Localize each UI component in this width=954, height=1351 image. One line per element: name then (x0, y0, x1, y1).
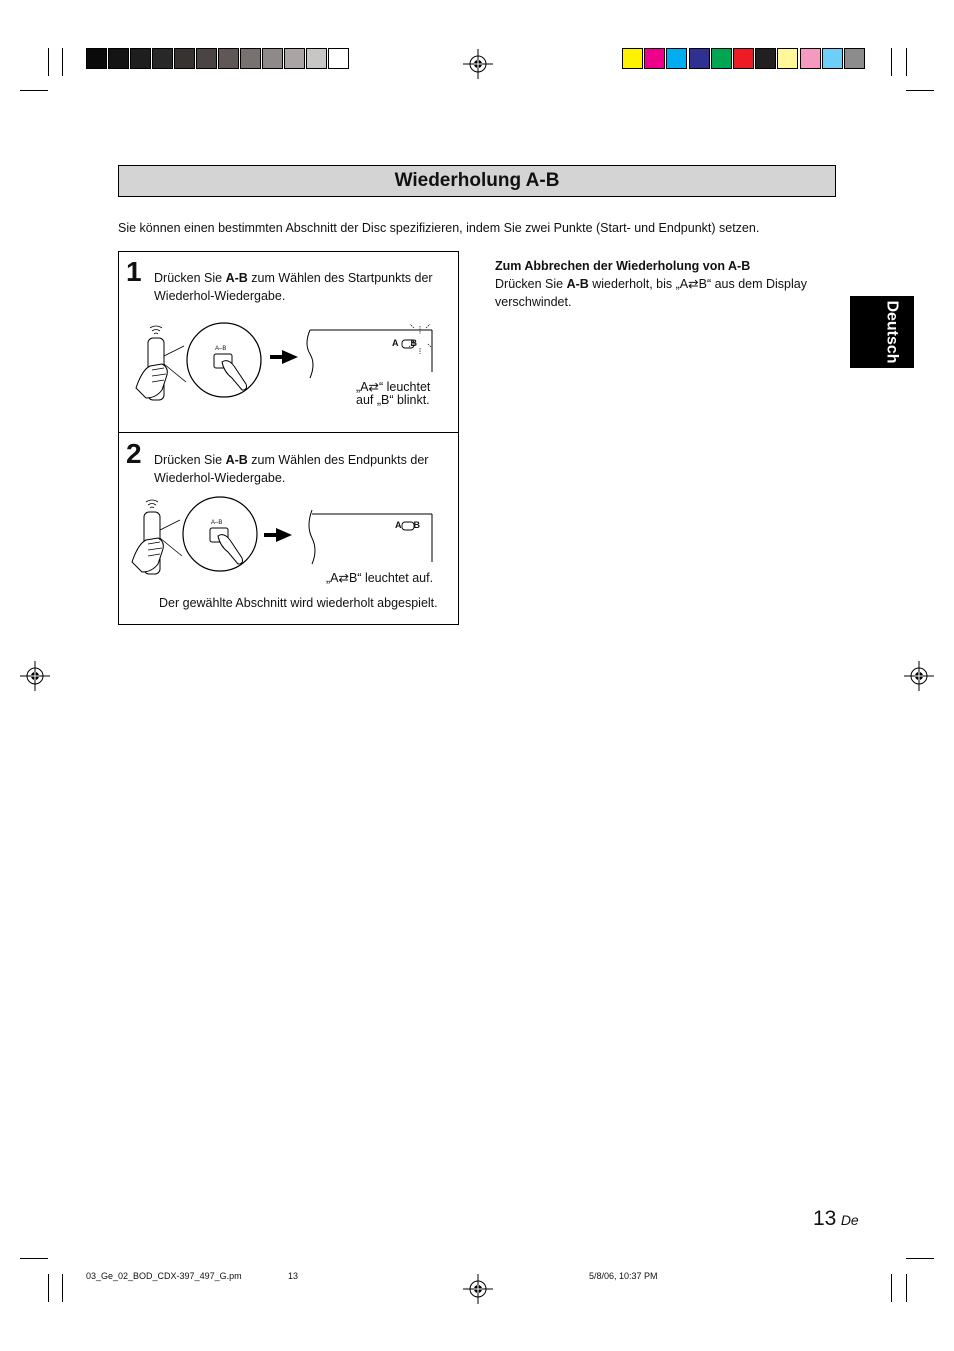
key-name: A-B (225, 271, 248, 285)
cancel-section (495, 257, 835, 311)
step-instruction: Drücken Sie A-B zum Wählen des Endpunkts der Wiederhol-Wiedergabe. (154, 453, 429, 485)
step-number: 1 (126, 256, 142, 287)
color-swatch (196, 48, 217, 69)
footer-page: 13 (288, 1271, 299, 1281)
key-name: A-B (566, 277, 589, 291)
step-number: 2 (126, 438, 142, 469)
arrow-right-icon (270, 350, 298, 364)
arrow-right-icon (264, 528, 292, 542)
registration-mark-bottom (463, 1274, 493, 1304)
color-swatch (689, 48, 710, 69)
footer-file: 03_Ge_02_BOD_CDX-397_497_G.pm (86, 1271, 242, 1281)
color-swatch (328, 48, 349, 69)
display-indicator: A B (395, 520, 420, 530)
signal-icon (150, 326, 162, 334)
key-name: A-B (225, 453, 248, 467)
color-swatch (800, 48, 821, 69)
color-swatch (108, 48, 129, 69)
color-swatch (86, 48, 107, 69)
registration-mark-right (904, 661, 934, 691)
color-swatch (822, 48, 843, 69)
footer-date: 5/8/06, 10:37 PM (589, 1271, 658, 1281)
section-title: Wiederholung A-B (394, 170, 560, 191)
registration-mark-top (463, 49, 493, 79)
color-swatch (733, 48, 754, 69)
display-panel (304, 506, 436, 566)
language-tab-label: Deutsch (883, 300, 901, 364)
color-swatch (777, 48, 798, 69)
language-tab (850, 296, 914, 368)
intro-text: Sie können einen bestimmten Abschnitt der Disc spezifizieren, indem Sie zwei Punkte (Start- und Endpunkt) setzen. (118, 221, 760, 235)
cancel-heading: Zum Abbrechen der Wiederholung von A-B (495, 259, 751, 273)
button-label: A–B (215, 346, 227, 352)
page-number: 13 De (813, 1207, 859, 1230)
step-note: Der gewählte Abschnitt wird wiederholt abgespielt. (159, 596, 438, 610)
step-divider (118, 432, 459, 433)
signal-icon (146, 500, 158, 508)
color-swatch (644, 48, 665, 69)
section-title-bar (118, 165, 836, 197)
display-caption: „A⇄B“ leuchtet auf. (326, 571, 434, 585)
step-instruction: Drücken Sie A-B zum Wählen des Startpunkts der Wiederhol-Wiedergabe. (154, 271, 433, 303)
color-swatch (306, 48, 327, 69)
color-swatch (622, 48, 643, 69)
cancel-text: Drücken Sie A-B wiederholt, bis „A⇄B“ aus dem Display verschwindet. (495, 277, 807, 309)
color-swatch (666, 48, 687, 69)
display-panel (300, 324, 436, 380)
color-swatch (152, 48, 173, 69)
color-swatch (240, 48, 261, 69)
color-swatch (711, 48, 732, 69)
color-swatch (755, 48, 776, 69)
color-swatch (844, 48, 865, 69)
color-swatch (218, 48, 239, 69)
button-label: A–B (211, 520, 223, 526)
remote-press-illustration (128, 318, 268, 406)
display-caption: „A⇄“ leuchtet auf „B“ blinkt. (356, 380, 431, 407)
color-swatch (284, 48, 305, 69)
color-swatch (174, 48, 195, 69)
remote-press-illustration (124, 492, 264, 580)
color-swatch (262, 48, 283, 69)
color-swatch (130, 48, 151, 69)
display-indicator: A B (392, 338, 417, 348)
registration-mark-left (20, 661, 50, 691)
